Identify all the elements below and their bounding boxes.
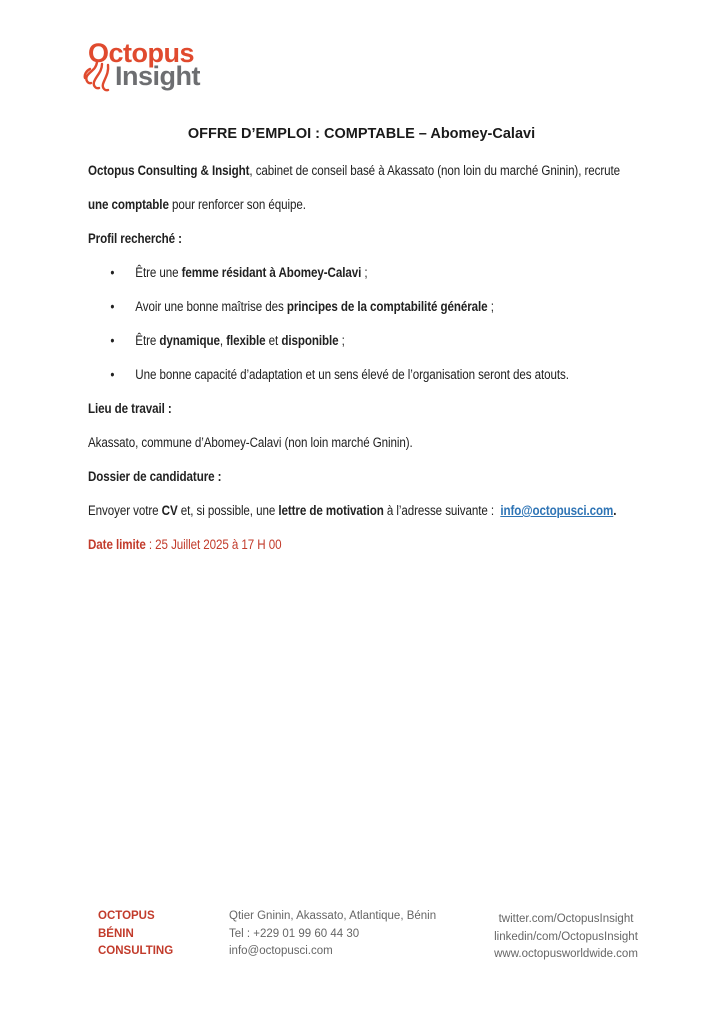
lieu-text: Akassato, commune d’Abomey-Calavi (non loin marché Gninin). [88, 435, 413, 450]
text-segment: ; [361, 265, 368, 280]
text-segment: Être une [135, 265, 182, 280]
bullet-item-comptabilite [88, 290, 635, 324]
footer-company-block [98, 908, 173, 961]
text-segment: lettre de motivation [278, 503, 384, 518]
footer-contact-block [229, 908, 436, 961]
text-segment: disponible [281, 333, 339, 348]
intro-line-2 [88, 188, 635, 222]
text-segment: Date limite [88, 537, 146, 552]
section-heading-profil: Profil recherché : [88, 231, 182, 246]
text-segment: et [265, 333, 282, 348]
email-link[interactable]: info@octopusci.com [500, 503, 614, 518]
text-segment: Une bonne capacité d’adaptation et un sens élevé de l’organisation seront des atouts. [135, 367, 569, 382]
footer-social-block [470, 911, 662, 964]
octopus-insight-logo [88, 40, 268, 102]
text-segment: à l’adresse suivante : [383, 503, 501, 518]
text-segment: : 25 Juillet 2025 à 17 H 00 [145, 537, 282, 552]
text-segment: flexible [226, 333, 266, 348]
text-segment: dynamique [159, 333, 220, 348]
deadline-text [88, 528, 635, 562]
text-segment: . [613, 503, 617, 518]
text-segment: ; [487, 299, 494, 314]
text-segment: , [219, 333, 227, 348]
text-segment: une comptable [88, 197, 169, 212]
text-segment: Envoyer votre [88, 503, 162, 518]
text-segment: , cabinet de conseil basé à Akassato (non loin du marché Gninin), recrute [249, 163, 621, 178]
footer-website: www.octopusworldwide.com [494, 948, 638, 960]
text-segment: ; [338, 333, 345, 348]
intro-paragraph [88, 154, 635, 222]
intro-line-1 [88, 154, 635, 188]
document-footer [0, 908, 723, 978]
bullet-item-dynamique [88, 324, 635, 358]
profile-requirements-list [88, 256, 635, 392]
footer-company-line: OCTOPUS [98, 910, 155, 922]
document-body [88, 154, 635, 562]
logo-word-insight: Insight [115, 61, 200, 91]
text-segment: principes de la comptabilité générale [286, 299, 488, 314]
section-heading-dossier: Dossier de candidature : [88, 469, 222, 484]
bullet-item-adaptation [88, 358, 635, 392]
text-segment: et, si possible, une [177, 503, 279, 518]
footer-company-line: CONSULTING [98, 945, 174, 957]
footer-company-line: BÉNIN [98, 927, 134, 940]
section-heading-lieu: Lieu de travail : [88, 401, 172, 416]
text-segment: CV [161, 503, 178, 518]
bullet-item-femme [88, 256, 635, 290]
footer-email: info@octopusci.com [229, 945, 333, 957]
logo-word-octopus: Octopus [88, 38, 195, 68]
text-segment: pour renforcer son équipe. [168, 197, 306, 212]
footer-phone: Tel : +229 01 99 60 44 30 [229, 927, 360, 940]
application-instructions [88, 494, 635, 528]
text-segment: Être [135, 333, 160, 348]
footer-address: Qtier Gninin, Akassato, Atlantique, Bénin [229, 910, 437, 922]
text-segment: Octopus Consulting & Insight [88, 163, 250, 178]
job-offer-title: OFFRE D’EMPLOI : COMPTABLE – Abomey-Calavi [187, 126, 536, 142]
text-segment: femme résidant à Abomey-Calavi [181, 265, 362, 280]
footer-linkedin: linkedin/com/OctopusInsight [494, 930, 638, 943]
text-segment: Avoir une bonne maîtrise des [135, 299, 287, 314]
footer-twitter: twitter.com/OctopusInsight [498, 913, 634, 925]
